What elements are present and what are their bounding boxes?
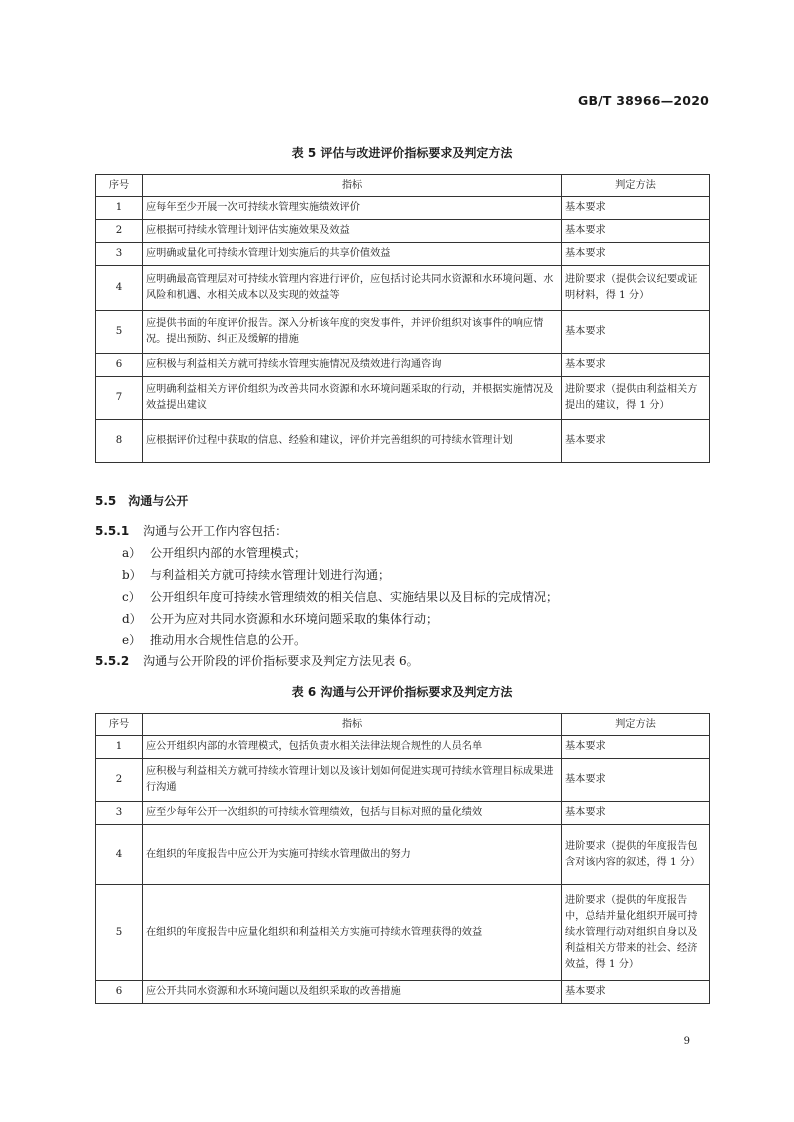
row-number: 5: [96, 311, 143, 354]
table6-caption: 表 6 沟通与公开评价指标要求及判定方法: [291, 685, 513, 699]
list-marker: a）: [122, 546, 142, 560]
clause-5-5-1: [95, 522, 287, 540]
section-heading: [95, 492, 188, 509]
table6-header-no: 序号: [96, 714, 143, 736]
table-row: [96, 197, 710, 220]
row-indicator: 应每年至少开展一次可持续水管理实施绩效评价: [143, 197, 562, 220]
table-row: [96, 825, 710, 885]
list-text: 推动用水合规性信息的公开。: [150, 633, 307, 647]
row-indicator: 在组织的年度报告中应量化组织和利益相关方实施可持续水管理获得的效益: [143, 885, 562, 981]
row-method: 基本要求: [562, 759, 710, 802]
section-title: 沟通与公开: [128, 494, 189, 508]
page-number: 9: [683, 1036, 690, 1047]
row-number: 2: [96, 759, 143, 802]
table5-header-indicator: 指标: [143, 175, 562, 197]
row-indicator: 应明确利益相关方评价组织为改善共同水资源和水环境问题采取的行动，并根据实施情况及效益提出建议: [143, 377, 562, 420]
clause-text: 沟通与公开阶段的评价指标要求及判定方法见表 6。: [143, 654, 419, 668]
row-number: 6: [96, 981, 143, 1004]
table-row: [96, 420, 710, 463]
row-method: 进阶要求（提供会议纪要或证明材料，得 1 分）: [562, 266, 710, 311]
list-item: [122, 610, 438, 628]
row-method: 基本要求: [562, 243, 710, 266]
table6-header-row: [96, 714, 710, 736]
row-method: 基本要求: [562, 420, 710, 463]
table-row: [96, 311, 710, 354]
list-item: [122, 544, 306, 562]
row-number: 6: [96, 354, 143, 377]
list-item: [122, 566, 390, 584]
list-text: 公开组织内部的水管理模式；: [150, 546, 307, 560]
clause-5-5-2: [95, 652, 419, 670]
row-method: 基本要求: [562, 354, 710, 377]
row-indicator: 应根据可持续水管理计划评估实施效果及效益: [143, 220, 562, 243]
row-method: 基本要求: [562, 736, 710, 759]
row-method: 基本要求: [562, 311, 710, 354]
table-row: [96, 981, 710, 1004]
row-indicator: 应积极与利益相关方就可持续水管理实施情况及绩效进行沟通咨询: [143, 354, 562, 377]
table-row: [96, 354, 710, 377]
table6-header-indicator: 指标: [143, 714, 562, 736]
clause-text: 沟通与公开工作内容包括：: [143, 524, 288, 538]
row-indicator: 应至少每年公开一次组织的可持续水管理绩效，包括与目标对照的量化绩效: [143, 802, 562, 825]
row-number: 8: [96, 420, 143, 463]
table-row: [96, 266, 710, 311]
table5-header-no: 序号: [96, 175, 143, 197]
row-method: 基本要求: [562, 197, 710, 220]
table-row: [96, 885, 710, 981]
table-row: [96, 736, 710, 759]
row-number: 3: [96, 802, 143, 825]
table5-caption: 表 5 评估与改进评价指标要求及判定方法: [291, 146, 513, 160]
table5-header-row: [96, 175, 710, 197]
table-row: [96, 802, 710, 825]
row-indicator: 应公开共同水资源和水环境问题以及组织采取的改善措施: [143, 981, 562, 1004]
row-method: 基本要求: [562, 220, 710, 243]
row-number: 1: [96, 736, 143, 759]
row-number: 7: [96, 377, 143, 420]
row-indicator: 应积极与利益相关方就可持续水管理计划以及该计划如何促进实现可持续水管理目标成果进行沟通: [143, 759, 562, 802]
row-method: 进阶要求（提供的年度报告包含对该内容的叙述，得 1 分）: [562, 825, 710, 885]
list-marker: b）: [122, 568, 142, 582]
table-row: [96, 759, 710, 802]
row-indicator: 应根据评价过程中获取的信息、经验和建议，评价并完善组织的可持续水管理计划: [143, 420, 562, 463]
list-item: [122, 588, 558, 606]
section-number: 5.5: [95, 494, 117, 508]
row-number: 3: [96, 243, 143, 266]
row-indicator: 在组织的年度报告中应公开为实施可持续水管理做出的努力: [143, 825, 562, 885]
row-indicator: 应提供书面的年度评价报告。深入分析该年度的突发事件，并评价组织对该事件的响应情况。提出预防、纠正及缓解的措施: [143, 311, 562, 354]
list-text: 公开组织年度可持续水管理绩效的相关信息、实施结果以及目标的完成情况；: [150, 590, 559, 604]
row-method: 基本要求: [562, 981, 710, 1004]
table5: [95, 174, 710, 463]
row-number: 5: [96, 885, 143, 981]
row-indicator: 应明确最高管理层对可持续水管理内容进行评价，应包括讨论共同水资源和水环境问题、水风险和机遇、水相关成本以及实现的效益等: [143, 266, 562, 311]
list-item: [122, 631, 306, 649]
list-marker: e）: [122, 633, 142, 647]
list-marker: d）: [122, 612, 142, 626]
clause-number: 5.5.2: [95, 654, 130, 668]
list-text: 与利益相关方就可持续水管理计划进行沟通；: [150, 568, 391, 582]
row-method: 进阶要求（提供的年度报告中，总结并量化组织开展可持续水管理行动对组织自身以及利益相关方带来的社会、经济效益，得 1 分）: [562, 885, 710, 981]
row-method: 进阶要求（提供由利益相关方提出的建议，得 1 分）: [562, 377, 710, 420]
list-text: 公开为应对共同水资源和水环境问题采取的集体行动；: [150, 612, 439, 626]
row-number: 4: [96, 266, 143, 311]
standard-code: GB/T 38966—2020: [577, 93, 709, 108]
table-row: [96, 243, 710, 266]
row-method: 基本要求: [562, 802, 710, 825]
table-row: [96, 377, 710, 420]
row-number: 1: [96, 197, 143, 220]
table6-header-method: 判定方法: [562, 714, 710, 736]
table-row: [96, 220, 710, 243]
row-indicator: 应公开组织内部的水管理模式，包括负责水相关法律法规合规性的人员名单: [143, 736, 562, 759]
row-indicator: 应明确或量化可持续水管理计划实施后的共享价值效益: [143, 243, 562, 266]
list-marker: c）: [122, 590, 141, 604]
row-number: 2: [96, 220, 143, 243]
table6: [95, 713, 710, 1004]
clause-number: 5.5.1: [95, 524, 130, 538]
row-number: 4: [96, 825, 143, 885]
table5-header-method: 判定方法: [562, 175, 710, 197]
